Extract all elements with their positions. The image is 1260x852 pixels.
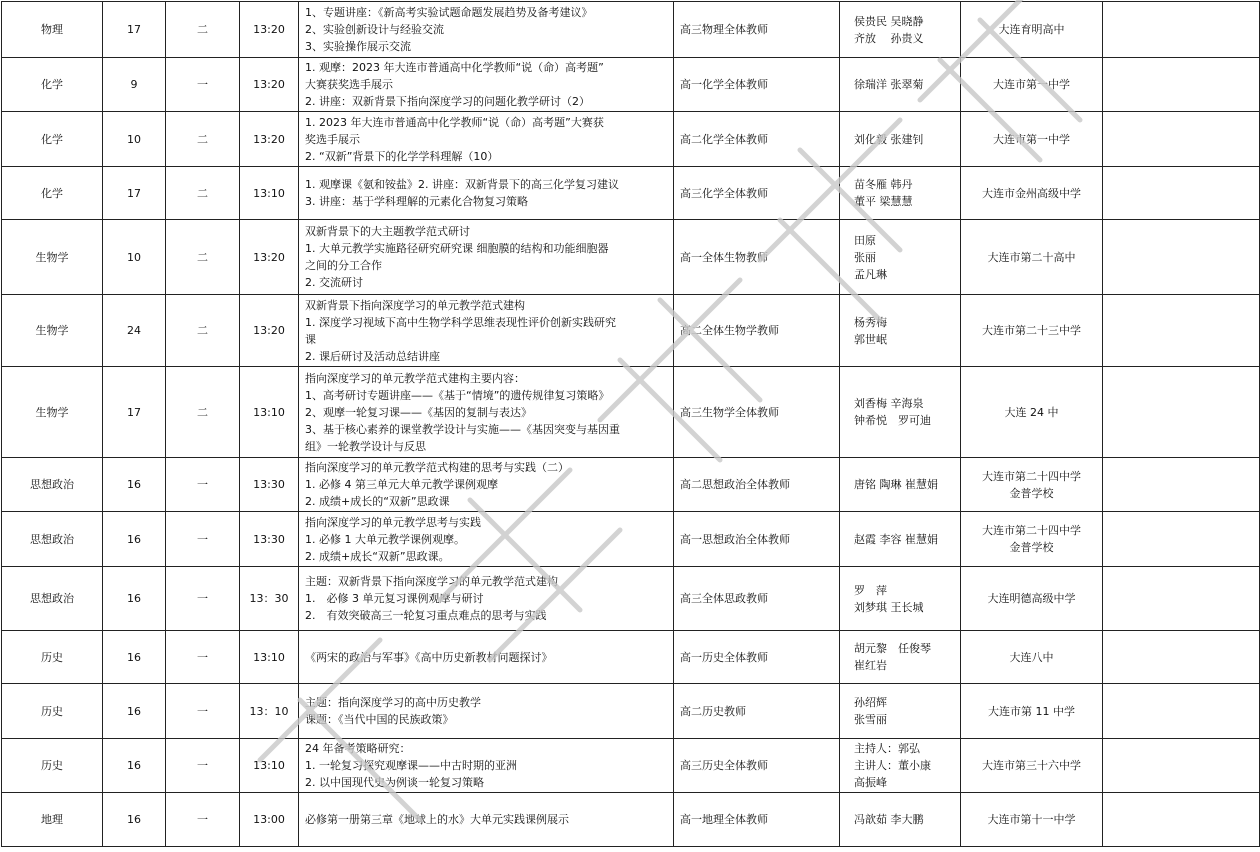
subject-cell: 历史 — [2, 631, 103, 684]
content-line: 1. 必修 1 大单元教学课例观摩。 — [305, 532, 465, 546]
school-cell — [961, 58, 1103, 112]
teacher-line: 张丽 — [854, 250, 876, 264]
content-cell — [299, 220, 674, 295]
school-cell — [961, 567, 1103, 631]
week-cell: 16 — [103, 793, 166, 847]
audience-cell: 高二历史教师 — [674, 684, 840, 739]
content-cell — [299, 112, 674, 167]
teachers-cell — [840, 458, 961, 512]
school-cell — [961, 367, 1103, 458]
school-line: 大连市金州高级中学 — [982, 186, 1081, 200]
content-line: 组》一轮教学设计与反思 — [305, 439, 426, 453]
school-cell — [961, 739, 1103, 793]
week-cell: 17 — [103, 2, 166, 58]
table-row — [2, 367, 1260, 458]
content-line: 大赛获奖选手展示 — [305, 78, 393, 91]
content-line: 1. 大单元教学实施路径研究研究课 细胞膜的结构和功能细胞器 — [305, 242, 609, 255]
teacher-line: 苗冬雁 韩丹 — [854, 178, 913, 191]
content-line: 2. “双新”背景下的化学学科理解（10） — [305, 149, 499, 163]
table-row — [2, 167, 1260, 220]
teachers-cell — [840, 58, 961, 112]
audience-cell: 高三化学全体教师 — [674, 167, 840, 220]
school-line: 金普学校 — [1009, 541, 1054, 554]
content-line: 奖选手展示 — [305, 132, 360, 146]
weekday-cell: 二 — [166, 167, 240, 220]
audience-cell: 高一化学全体教师 — [674, 58, 840, 112]
teacher-line: 侯贵民 吴晓静 — [854, 14, 924, 28]
content-cell — [299, 739, 674, 793]
week-cell: 16 — [103, 567, 166, 631]
weekday-cell: 二 — [166, 367, 240, 458]
school-cell — [961, 112, 1103, 167]
subject-cell: 历史 — [2, 739, 103, 793]
week-cell: 24 — [103, 295, 166, 367]
teacher-line: 董平 梁慧慧 — [854, 195, 913, 208]
schedule-table — [1, 1, 1260, 847]
teacher-line: 罗 萍 — [854, 583, 887, 597]
extra-cell — [1103, 112, 1260, 167]
school-cell — [961, 631, 1103, 684]
content-line: 必修第一册第三章《地球上的水》大单元实践课例展示 — [305, 813, 569, 826]
weekday-cell: 一 — [166, 684, 240, 739]
table-row — [2, 631, 1260, 684]
content-line: 1. 必修 3 单元复习课例观摩与研讨 — [305, 592, 484, 605]
subject-cell: 地理 — [2, 793, 103, 847]
content-line: 指向深度学习的单元教学范式构建的思考与实践（二） — [305, 461, 569, 474]
teacher-line: 刘化毅 张建钊 — [854, 132, 924, 146]
teachers-cell — [840, 793, 961, 847]
content-cell — [299, 684, 674, 739]
week-cell: 16 — [103, 512, 166, 567]
table-row — [2, 458, 1260, 512]
time-cell: 13:30 — [240, 458, 299, 512]
extra-cell — [1103, 167, 1260, 220]
time-cell: 13:20 — [240, 112, 299, 167]
content-line: 3、基于核心素养的课堂教学设计与实施——《基因突变与基因重 — [305, 422, 620, 436]
content-line: 2、观摩一轮复习课——《基因的复制与表达》 — [305, 405, 532, 419]
week-cell: 16 — [103, 684, 166, 739]
school-line: 大连市第十一中学 — [987, 813, 1076, 826]
content-line: 1. 观摩：2023 年大连市普通高中化学教师“说（命）高考题” — [305, 61, 604, 74]
teachers-cell — [840, 295, 961, 367]
weekday-cell: 一 — [166, 631, 240, 684]
content-line: 1. 深度学习视域下高中生物学科学思维表现性评价创新实践研究 — [305, 315, 616, 329]
week-cell: 10 — [103, 220, 166, 295]
content-line: 2. 讲座：双新背景下指向深度学习的问题化教学研讨（2） — [305, 95, 590, 108]
content-line: 2. 交流研讨 — [305, 276, 363, 289]
time-cell: 13:10 — [240, 367, 299, 458]
audience-cell: 高三全体思政教师 — [674, 567, 840, 631]
school-line: 大连市第一中学 — [993, 78, 1070, 91]
teachers-cell — [840, 167, 961, 220]
weekday-cell: 一 — [166, 567, 240, 631]
time-cell: 13:20 — [240, 220, 299, 295]
content-line: 1、高考研讨专题讲座——《基于“情境”的遗传规律复习策略》 — [305, 388, 610, 402]
table-row — [2, 220, 1260, 295]
weekday-cell: 一 — [166, 512, 240, 567]
time-cell: 13:20 — [240, 295, 299, 367]
extra-cell — [1103, 512, 1260, 567]
teachers-cell — [840, 567, 961, 631]
table-row — [2, 512, 1260, 567]
teacher-line: 田原 — [854, 233, 876, 247]
school-cell — [961, 684, 1103, 739]
teachers-cell — [840, 367, 961, 458]
week-cell: 9 — [103, 58, 166, 112]
subject-cell: 思想政治 — [2, 512, 103, 567]
content-line: 1、专题讲座：《新高考实验试题命题发展趋势及备考建议》 — [305, 6, 593, 19]
weekday-cell: 二 — [166, 112, 240, 167]
school-cell — [961, 793, 1103, 847]
school-line: 大连市第二十四中学 — [982, 524, 1081, 537]
content-line: 3、实验操作展示交流 — [305, 40, 411, 53]
time-cell: 13:10 — [240, 167, 299, 220]
content-cell — [299, 793, 674, 847]
week-cell: 17 — [103, 367, 166, 458]
content-cell — [299, 458, 674, 512]
teacher-line: 高振峰 — [854, 776, 887, 789]
extra-cell — [1103, 458, 1260, 512]
subject-cell: 生物学 — [2, 295, 103, 367]
school-line: 大连明德高级中学 — [987, 592, 1076, 605]
extra-cell — [1103, 2, 1260, 58]
subject-cell: 物理 — [2, 2, 103, 58]
table-row — [2, 793, 1260, 847]
content-line: 课题：《当代中国的民族政策》 — [305, 713, 454, 726]
subject-cell: 化学 — [2, 112, 103, 167]
teacher-line: 刘梦琪 王长城 — [854, 600, 924, 614]
audience-cell: 高二思想政治全体教师 — [674, 458, 840, 512]
time-cell: 13:20 — [240, 2, 299, 58]
table-row — [2, 684, 1260, 739]
teacher-line: 主讲人：董小康 — [854, 759, 931, 772]
teachers-cell — [840, 739, 961, 793]
time-cell: 13:10 — [240, 631, 299, 684]
weekday-cell: 一 — [166, 58, 240, 112]
school-line: 大连 24 中 — [1004, 405, 1059, 419]
table-row — [2, 295, 1260, 367]
weekday-cell: 二 — [166, 2, 240, 58]
week-cell: 17 — [103, 167, 166, 220]
week-cell: 10 — [103, 112, 166, 167]
school-line: 大连市第三十六中学 — [982, 759, 1081, 772]
subject-cell: 生物学 — [2, 367, 103, 458]
teachers-cell — [840, 112, 961, 167]
subject-cell: 生物学 — [2, 220, 103, 295]
content-line: 指向深度学习的单元教学思考与实践 — [305, 515, 481, 529]
content-line: 之间的分工合作 — [305, 259, 382, 272]
time-cell: 13:10 — [240, 739, 299, 793]
extra-cell — [1103, 631, 1260, 684]
table-row — [2, 112, 1260, 167]
content-cell — [299, 58, 674, 112]
teacher-line: 孟凡琳 — [854, 267, 887, 281]
weekday-cell: 二 — [166, 295, 240, 367]
time-cell: 13:20 — [240, 58, 299, 112]
teacher-line: 刘香梅 辛海泉 — [854, 397, 924, 410]
content-line: 2. 以中国现代史为例谈一轮复习策略 — [305, 776, 484, 789]
audience-cell: 高一全体生物教师 — [674, 220, 840, 295]
teacher-line: 孙绍辉 — [854, 696, 887, 709]
content-cell — [299, 512, 674, 567]
school-line: 大连市第一中学 — [993, 132, 1070, 146]
school-cell — [961, 512, 1103, 567]
content-line: 主题：双新背景下指向深度学习的单元教学范式建构 — [305, 575, 558, 588]
time-cell: 13:30 — [240, 512, 299, 567]
week-cell: 16 — [103, 631, 166, 684]
weekday-cell: 二 — [166, 220, 240, 295]
content-line: 双新背景下的大主题教学范式研讨 — [305, 225, 470, 238]
content-cell — [299, 631, 674, 684]
school-cell — [961, 2, 1103, 58]
extra-cell — [1103, 295, 1260, 367]
subject-cell: 化学 — [2, 167, 103, 220]
content-line: 2. 课后研讨及活动总结讲座 — [305, 349, 440, 363]
content-line: 双新背景下指向深度学习的单元教学范式建构 — [305, 298, 525, 312]
table-row — [2, 739, 1260, 793]
content-cell — [299, 295, 674, 367]
audience-cell: 高二全体生物学教师 — [674, 295, 840, 367]
school-line: 大连市第二十四中学 — [982, 469, 1081, 483]
content-line: 主题：指向深度学习的高中历史教学 — [305, 696, 481, 709]
content-line: 2、实验创新设计与经验交流 — [305, 23, 444, 36]
audience-cell: 高三历史全体教师 — [674, 739, 840, 793]
teachers-cell — [840, 220, 961, 295]
extra-cell — [1103, 684, 1260, 739]
school-cell — [961, 295, 1103, 367]
extra-cell — [1103, 367, 1260, 458]
teacher-line: 赵霞 李容 崔慧娟 — [854, 532, 938, 546]
content-line: 2. 成绩+成长“双新”思政课。 — [305, 549, 450, 563]
weekday-cell: 一 — [166, 458, 240, 512]
school-line: 金普学校 — [1009, 486, 1054, 500]
school-line: 大连市第二十三中学 — [982, 324, 1081, 337]
extra-cell — [1103, 793, 1260, 847]
content-line: 2. 有效突破高三一轮复习重点难点的思考与实践 — [305, 609, 547, 622]
content-line: 2. 成绩+成长的“双新”思政课 — [305, 495, 450, 508]
content-line: 1. 2023 年大连市普通高中化学教师“说（命）高考题”大赛获 — [305, 115, 604, 129]
teacher-line: 钟希悦 罗可迪 — [854, 414, 931, 427]
weekday-cell: 一 — [166, 739, 240, 793]
content-line: 3. 讲座：基于学科理解的元素化合物复习策略 — [305, 195, 528, 208]
teacher-line: 张雪丽 — [854, 713, 887, 726]
week-cell: 16 — [103, 458, 166, 512]
school-line: 大连育明高中 — [998, 23, 1065, 36]
time-cell: 13：30 — [240, 567, 299, 631]
content-line: 1. 必修 4 第三单元大单元教学课例观摩 — [305, 478, 498, 491]
teacher-line: 主持人：郭弘 — [854, 742, 920, 755]
teachers-cell — [840, 2, 961, 58]
school-cell — [961, 167, 1103, 220]
audience-cell: 高二化学全体教师 — [674, 112, 840, 167]
teacher-line: 崔红岩 — [854, 659, 887, 672]
table-row — [2, 567, 1260, 631]
school-line: 大连市第二十高中 — [987, 250, 1076, 264]
extra-cell — [1103, 567, 1260, 631]
content-line: 课 — [305, 332, 316, 346]
content-cell — [299, 2, 674, 58]
table-row — [2, 2, 1260, 58]
week-cell: 16 — [103, 739, 166, 793]
audience-cell: 高三物理全体教师 — [674, 2, 840, 58]
extra-cell — [1103, 220, 1260, 295]
school-cell — [961, 220, 1103, 295]
content-line: 24 年备考策略研究： — [305, 742, 411, 755]
teacher-line: 杨秀梅 — [854, 315, 887, 329]
content-line: 1. 观摩课《氨和铵盐》2. 讲座：双新背景下的高三化学复习建议 — [305, 178, 619, 191]
teachers-cell — [840, 512, 961, 567]
school-line: 大连市第 11 中学 — [988, 704, 1075, 718]
content-cell — [299, 167, 674, 220]
teacher-line: 徐瑞洋 张翠菊 — [854, 78, 924, 91]
teacher-line: 齐放 孙贵义 — [854, 31, 924, 45]
content-line: 1. 一轮复习探究观摩课——中古时期的亚洲 — [305, 759, 517, 772]
teacher-line: 唐铭 陶琳 崔慧娟 — [854, 478, 938, 491]
subject-cell: 思想政治 — [2, 458, 103, 512]
subject-cell: 思想政治 — [2, 567, 103, 631]
table-row — [2, 58, 1260, 112]
time-cell: 13：10 — [240, 684, 299, 739]
content-line: 《两宋的政治与军事》《高中历史新教材问题探讨》 — [305, 650, 553, 664]
content-cell — [299, 567, 674, 631]
teacher-line: 郭世岷 — [854, 332, 887, 346]
teachers-cell — [840, 684, 961, 739]
extra-cell — [1103, 58, 1260, 112]
time-cell: 13:00 — [240, 793, 299, 847]
audience-cell: 高一历史全体教师 — [674, 631, 840, 684]
school-cell — [961, 458, 1103, 512]
audience-cell: 高三生物学全体教师 — [674, 367, 840, 458]
audience-cell: 高一地理全体教师 — [674, 793, 840, 847]
subject-cell: 化学 — [2, 58, 103, 112]
audience-cell: 高一思想政治全体教师 — [674, 512, 840, 567]
teacher-line: 冯歆茹 李大鹏 — [854, 813, 924, 826]
content-cell — [299, 367, 674, 458]
teacher-line: 胡元黎 任俊琴 — [854, 642, 931, 655]
teachers-cell — [840, 631, 961, 684]
subject-cell: 历史 — [2, 684, 103, 739]
content-line: 指向深度学习的单元教学范式建构主要内容： — [305, 371, 525, 385]
school-line: 大连八中 — [1009, 650, 1054, 664]
weekday-cell: 一 — [166, 793, 240, 847]
extra-cell — [1103, 739, 1260, 793]
